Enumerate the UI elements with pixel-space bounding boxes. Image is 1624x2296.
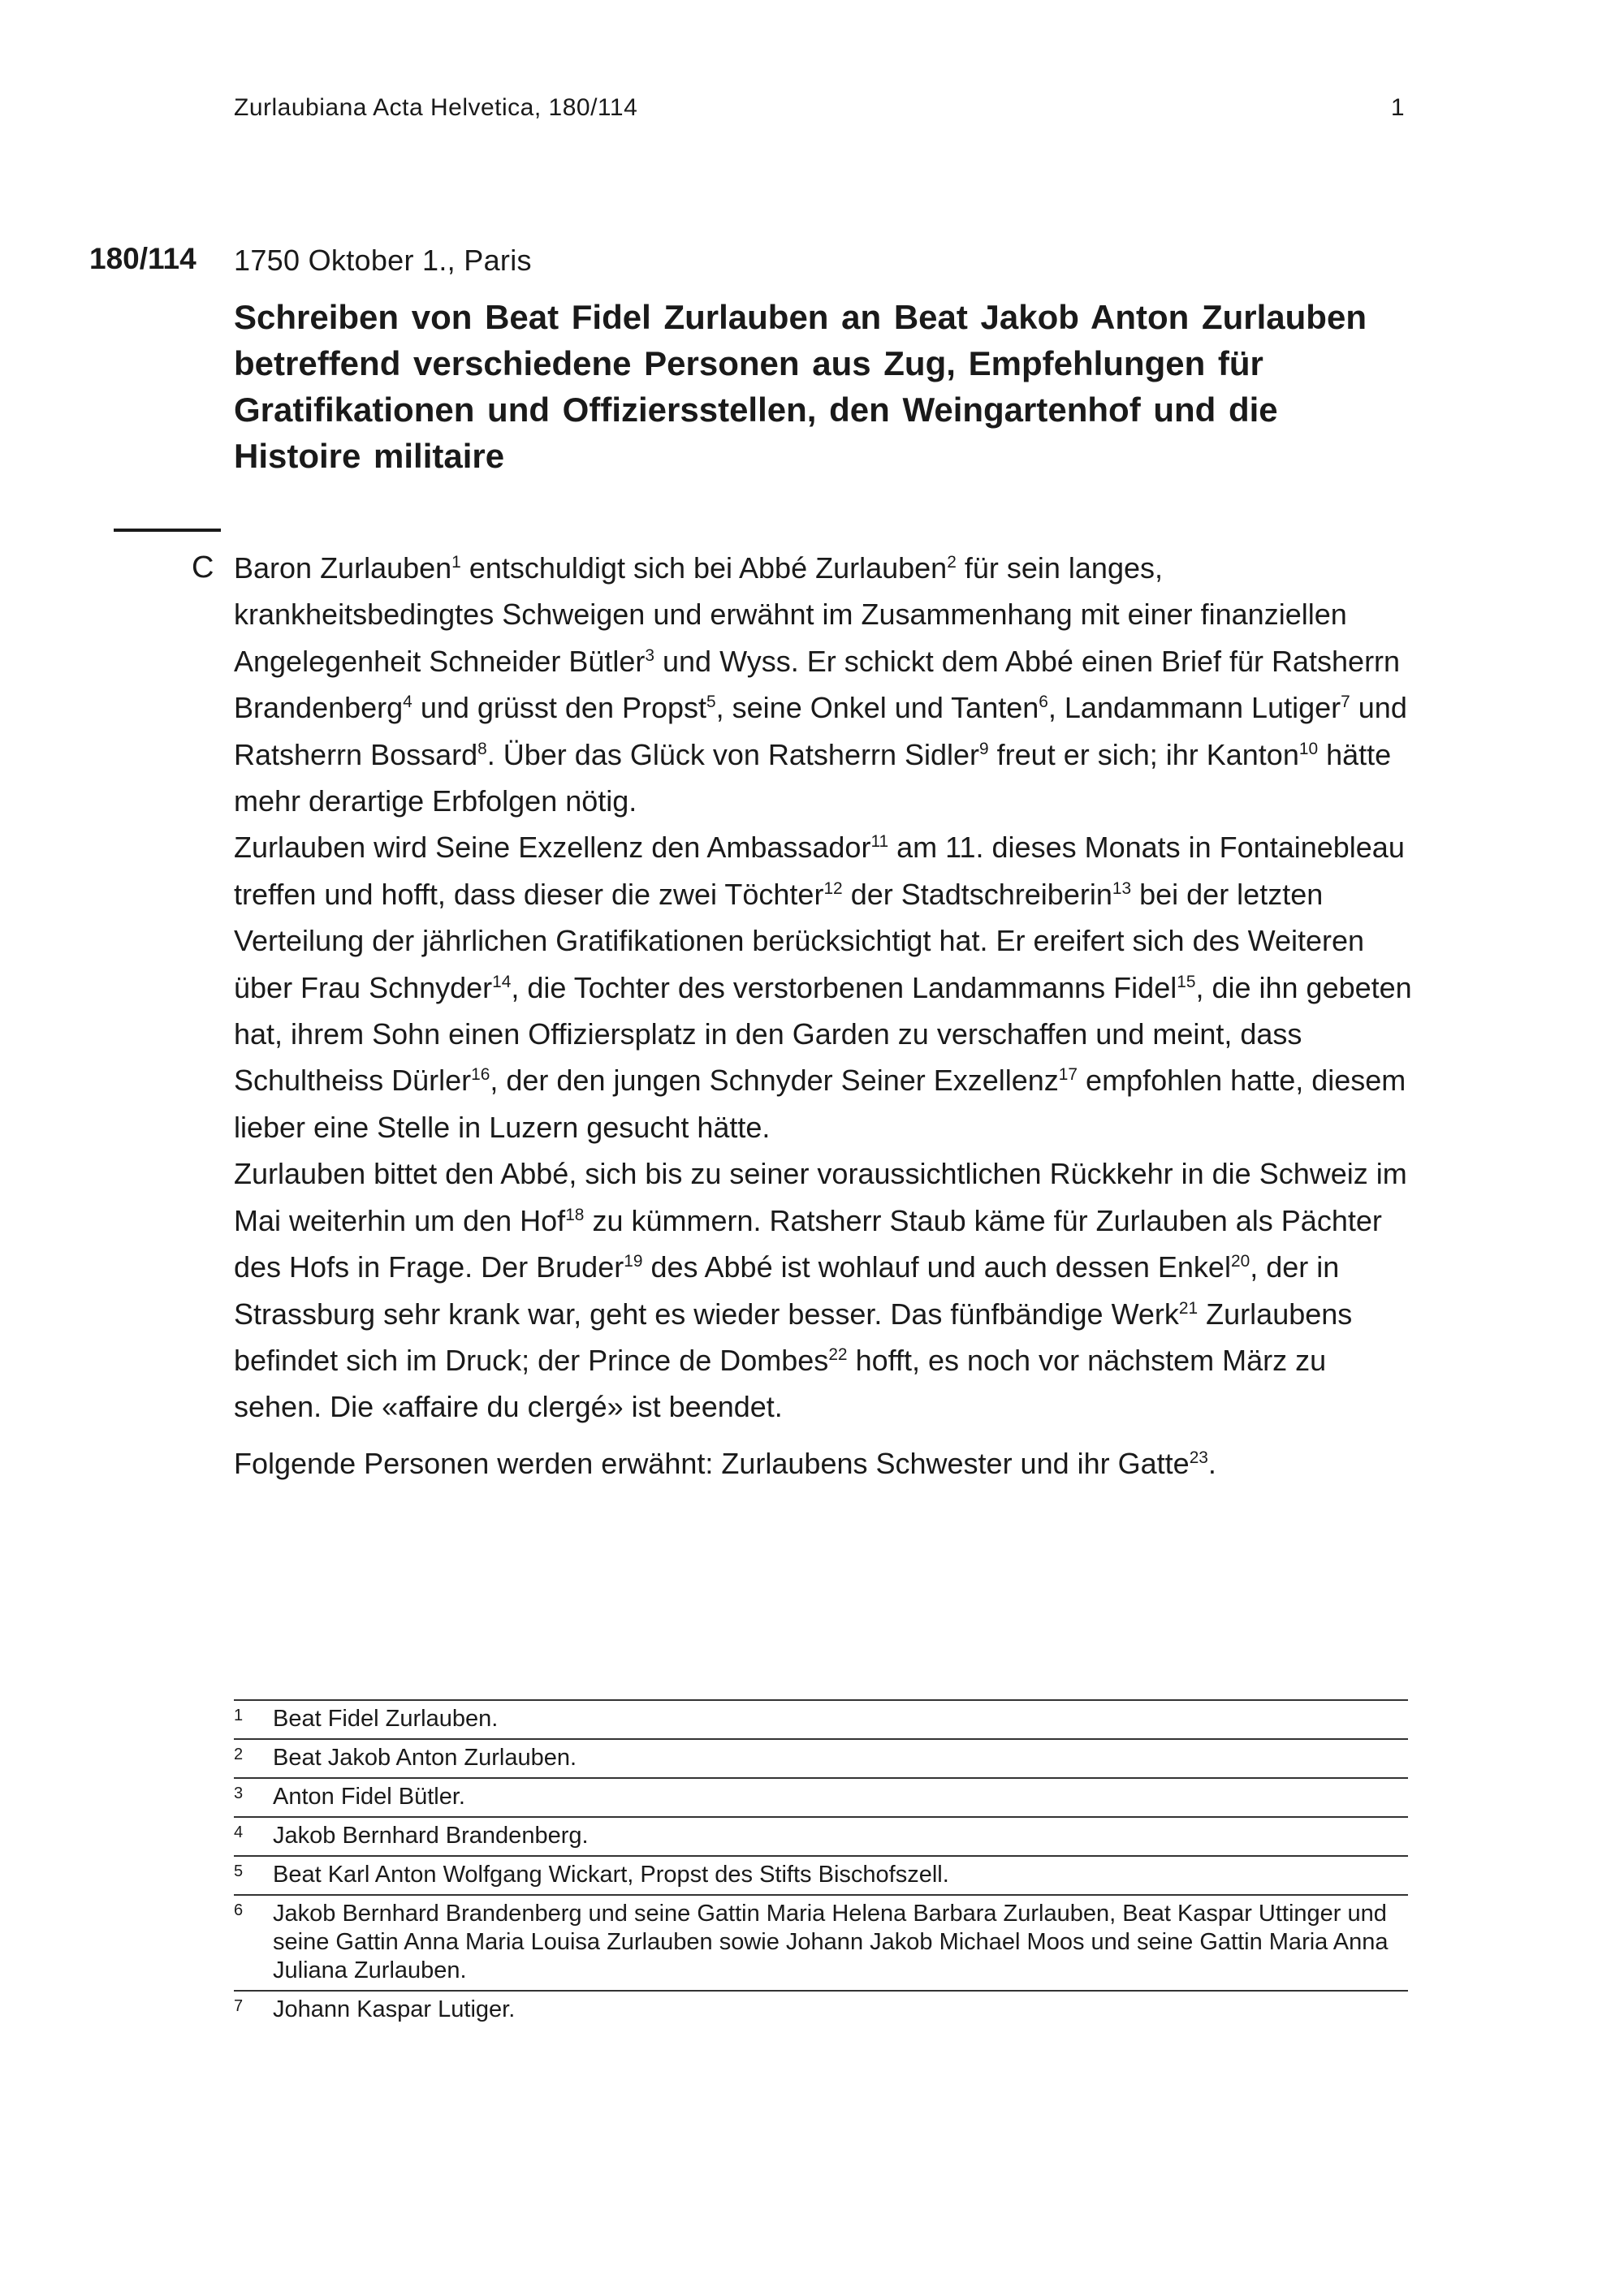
- footnote-text: Beat Karl Anton Wolfgang Wickart, Propst des Stifts Bischofszell.: [273, 1862, 949, 1888]
- persons-text: Folgende Personen werden erwähnt: Zurlaubens Schwester und ihr Gatte: [234, 1446, 1190, 1480]
- footnote-ref[interactable]: 19: [624, 1252, 643, 1271]
- abstract-text: , der in Strassburg sehr krank war, geht es wieder besser. Das fünfbändige Werk: [234, 1250, 1340, 1331]
- footnote-ref[interactable]: 3: [645, 645, 654, 665]
- footnote-ref[interactable]: 1: [451, 553, 461, 572]
- footnote: [234, 1990, 1408, 2029]
- abstract-text: zu kümmern. Ratsherr Staub käme für Zurlauben als Pächter des Hofs in Frage. Der Bruder: [234, 1203, 1382, 1284]
- footnote-number: 7: [234, 1997, 244, 2015]
- footnote: [234, 1738, 1408, 1777]
- footnote-text: Johann Kaspar Lutiger.: [273, 1996, 516, 2022]
- abstract-text: empfohlen hatte, diesem lieber eine Stelle in Luzern gesucht hätte.: [234, 1064, 1406, 1144]
- abstract-text: , seine Onkel und Tanten: [715, 691, 1039, 725]
- abstract-text: am 11. dieses Monats in Fontainebleau treffen und hofft, dass dieser die zwei Töchter: [234, 831, 1405, 911]
- document-title: Schreiben von Beat Fidel Zurlauben an Beat Jakob Anton Zurlauben betreffend verschiedene Personen aus Zug, Empfehlungen für Gratifikationen und Offiziersstellen, den Weingartenhof und die Histoire militaire: [234, 298, 1367, 475]
- footnote-number: 5: [234, 1862, 244, 1880]
- abstract-text: . Über das Glück von Ratsherrn Sidler: [486, 737, 980, 771]
- footnote-number: 2: [234, 1746, 244, 1763]
- abstract-text: des Abbé ist wohlauf und auch dessen Enkel: [650, 1250, 1231, 1284]
- section-rule: [114, 529, 221, 532]
- abstract-text: , der den jungen Schnyder Seiner Exzellenz: [490, 1064, 1059, 1098]
- footnote-text: Jakob Bernhard Brandenberg und seine Gattin Maria Helena Barbara Zurlauben, Beat Kaspar Uttinger und seine Gattin Anna Maria Louisa Zurlauben sowie Johann Jakob Michael Moos und seine Gattin Maria Anna Juliana Zurlauben.: [273, 1901, 1389, 1983]
- footnotes: [234, 1699, 1408, 2029]
- abstract-paragraph: [234, 824, 1419, 1150]
- footnote: [234, 1855, 1408, 1894]
- footnote-ref[interactable]: 2: [947, 553, 957, 572]
- footnote-number: 3: [234, 1785, 244, 1802]
- footnote-ref[interactable]: 14: [492, 972, 512, 991]
- footnote-ref[interactable]: 16: [471, 1065, 490, 1085]
- footnote-ref[interactable]: 5: [706, 693, 716, 712]
- abstract-text: und Wyss. Er schickt dem Abbé einen Brief für Ratsherrn Brandenberg: [234, 644, 1401, 725]
- abstract-text: hofft, es noch vor nächstem März zu sehen. Die «affaire du clergé» ist beendet.: [234, 1343, 1327, 1424]
- footnote-number: 4: [234, 1823, 244, 1841]
- abstract: [234, 545, 1419, 1487]
- abstract-text: und grüsst den Propst: [420, 691, 707, 725]
- footnote-ref[interactable]: 15: [1177, 972, 1196, 991]
- footnote-ref[interactable]: 10: [1298, 739, 1319, 758]
- abstract-text: entschuldigt sich bei Abbé Zurlauben: [469, 551, 948, 585]
- running-title: Zurlaubiana Acta Helvetica, 180/114: [234, 94, 638, 121]
- abstract-text: Zurlauben wird Seine Exzellenz den Ambassador: [234, 831, 871, 865]
- footnote: [234, 1777, 1408, 1816]
- footnote-number: 6: [234, 1901, 244, 1919]
- abstract-text: freut er sich; ihr Kanton: [996, 737, 1299, 771]
- abstract-paragraph: [234, 545, 1419, 824]
- persons-text-end: .: [1207, 1446, 1216, 1480]
- footnote-ref[interactable]: 18: [565, 1205, 585, 1224]
- footnote-ref[interactable]: 23: [1189, 1448, 1208, 1467]
- footnote-ref[interactable]: 7: [1341, 693, 1350, 712]
- footnote: [234, 1816, 1408, 1855]
- document-number: 180/114: [89, 242, 197, 275]
- abstract-text: und Ratsherrn Bossard: [234, 691, 1407, 771]
- footnote-text: Jakob Bernhard Brandenberg.: [273, 1823, 589, 1849]
- abstract-text: der Stadtschreiberin: [850, 877, 1112, 911]
- abstract-text: Baron Zurlauben: [234, 551, 452, 585]
- footnote-ref[interactable]: 8: [477, 739, 487, 758]
- footnote-ref[interactable]: 6: [1039, 693, 1048, 712]
- persons-mentioned: [234, 1440, 1419, 1487]
- footnote-ref[interactable]: 13: [1112, 878, 1132, 898]
- abstract-text: , Landammann Lutiger: [1047, 691, 1341, 725]
- abstract-text: bei der letzten Verteilung der jährlichen Gratifikationen berücksichtigt hat. Er ereifert sich des Weiteren über Frau Schnyder: [234, 877, 1365, 1004]
- abstract-text: , die ihn gebeten hat, ihrem Sohn einen Offiziersplatz in den Garden zu verschaffen und meint, dass Schultheiss Dürler: [234, 970, 1412, 1098]
- footnote-ref[interactable]: 9: [979, 739, 989, 758]
- abstract-text: Zurlauben bittet den Abbé, sich bis zu seiner voraussichtlichen Rückkehr in die Schweiz im Mai weiterhin um den Hof: [234, 1157, 1407, 1237]
- document-type-letter: C: [192, 550, 214, 585]
- footnote: [234, 1699, 1408, 1738]
- footnote-ref[interactable]: 11: [870, 832, 889, 852]
- abstract-paragraph: [234, 1150, 1419, 1430]
- footnote-number: 1: [234, 1707, 244, 1724]
- running-header: [234, 94, 1405, 122]
- abstract-text: hätte mehr derartige Erbfolgen nötig.: [234, 737, 1392, 818]
- footnote-text: Beat Fidel Zurlauben.: [273, 1706, 499, 1732]
- footnote-ref[interactable]: 21: [1178, 1298, 1199, 1318]
- footnote-ref[interactable]: 4: [403, 693, 412, 712]
- footnote-ref[interactable]: 17: [1058, 1065, 1078, 1085]
- footnote-text: Anton Fidel Bütler.: [273, 1784, 465, 1810]
- footnote-ref[interactable]: 22: [828, 1344, 848, 1364]
- abstract-text: Zurlaubens befindet sich im Druck; der Prince de Dombes: [234, 1297, 1353, 1377]
- footnote-text: Beat Jakob Anton Zurlauben.: [273, 1745, 577, 1771]
- footnote-ref[interactable]: 12: [823, 878, 843, 898]
- footnote: [234, 1894, 1408, 1990]
- abstract-text: für sein langes, krankheitsbedingtes Schweigen und erwähnt im Zusammenhang mit einer finanziellen Angelegenheit Schneider Bütler: [234, 551, 1347, 678]
- document-date-place: 1750 Oktober 1., Paris: [234, 244, 532, 277]
- page-number: 1: [1390, 94, 1405, 121]
- abstract-text: , die Tochter des verstorbenen Landammanns Fidel: [511, 970, 1177, 1004]
- footnote-ref[interactable]: 20: [1230, 1252, 1250, 1271]
